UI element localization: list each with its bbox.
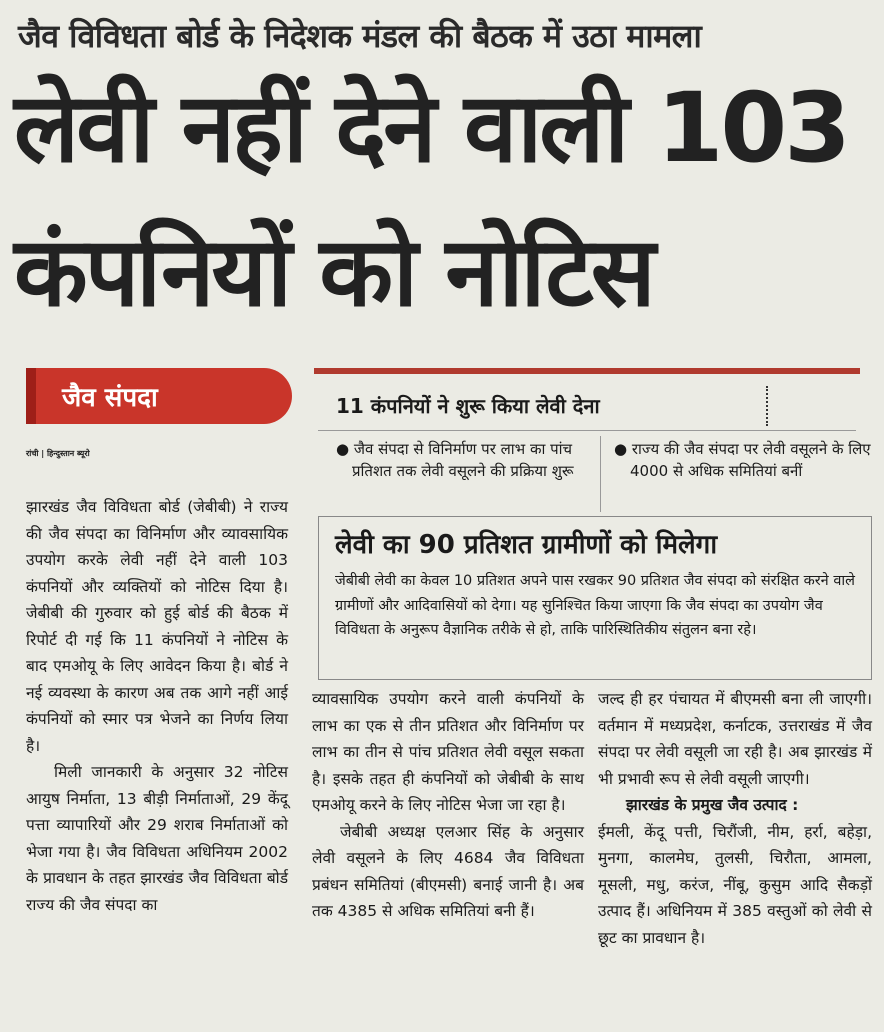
column-1-paragraph-1: झारखंड जैव विविधता बोर्ड (जेबीबी) ने राज्य की जैव संपदा का विनिर्माण और व्यावसायिक उपयोग करके लेवी नहीं देने वाली 103 कंपनियों और व्यक्तियों को नोटिस दिया है। जेबीबी की गुरुवार को हुई बोर्ड की बैठक में रिपोर्ट दी गई कि 11 कंपनियों ने नोटिस के बाद एमओयू के लिए आवेदन किया है। बोर्ड ने नई व्यवस्था के कारण अब तक आगे नहीं आई कंपनियों को स्मार पत्र भेजने का निर्णय लिया है। xyxy=(26,498,288,755)
headline-line-2: कंपनियों को नोटिस xyxy=(14,216,653,328)
column-2-paragraph-1: व्यावसायिक उपयोग करने वाली कंपनियों के लाभ का एक से तीन प्रतिशत और विनिर्माण पर लाभ का तीन से पांच प्रतिशत लेवी वसूल सकता है। इसके तहत ही कंपनियों को जेबीबी के साथ एमओयू करने के लिए नोटिस भेजा जा रहा है। xyxy=(312,690,584,814)
column-2-paragraph-2: जेबीबी अध्यक्ष एलआर सिंह के अनुसार लेवी वसूलने के लिए 4684 जैव विविधता प्रबंधन समितियां (बीएमसी) बनाई जानी है। अब तक 4385 से अधिक समितियां बनी हैं। xyxy=(312,822,584,920)
column-1 xyxy=(26,494,288,918)
column-3-paragraph-2: ईमली, केंदू पत्ती, चिरौंजी, नीम, हर्रा, बहेड़ा, मुनगा, कालमेघ, तुलसी, चिरौता, आमला, मूसली, मधु, करंज, नींबू, कुसुम आदि सैकड़ों उत्पाद हैं। अधिनियम में 385 वस्तुओं को लेवी से छूट का प्रावधान है। xyxy=(598,822,872,947)
highlight-box-rule xyxy=(318,430,856,431)
column-3-subhead: झारखंड के प्रमुख जैव उत्पाद : xyxy=(626,796,799,814)
headline-line-1: लेवी नहीं देने वाली 103 xyxy=(14,72,848,184)
highlight-bullet-1: ● जैव संपदा से विनिर्माण पर लाभ का पांच प्रतिशत तक लेवी वसूलने की प्रक्रिया शुरू xyxy=(336,440,574,480)
column-3 xyxy=(598,686,872,951)
column-2 xyxy=(312,686,584,925)
column-1-paragraph-2: मिली जानकारी के अनुसार 32 नोटिस आयुष निर्माता, 13 बीड़ी निर्माताओं, 29 केंदू पत्ता व्यापारियों और 29 शराब निर्माताओं को भेजा गया है। जैव विविधता अधिनियम 2002 के प्रावधान के तहत झारखंड जैव विविधता बोर्ड राज्य की जैव संपदा का xyxy=(26,763,288,914)
highlight-box-vertical-divider xyxy=(600,436,601,512)
dateline: रांची | हिन्दुस्तान ब्यूरो xyxy=(26,449,90,458)
kicker-line: जैव विविधता बोर्ड के निदेशक मंडल की बैठक में उठा मामला xyxy=(18,17,702,55)
highlight-box-title: 11 कंपनियों ने शुरू किया लेवी देना xyxy=(336,394,600,418)
section-tag-label: जैव संपदा xyxy=(62,383,158,413)
section-tag xyxy=(26,368,292,424)
highlight-bullet-2: ● राज्य की जैव संपदा पर लेवी वसूलने के लिए 4000 से अधिक समितियां बनीं xyxy=(614,440,871,480)
info-box xyxy=(318,516,872,680)
dotted-divider xyxy=(766,386,768,426)
highlight-box xyxy=(314,368,871,520)
info-box-title: लेवी का 90 प्रतिशत ग्रामीणों को मिलेगा xyxy=(335,530,718,560)
section-tag-bar xyxy=(26,368,36,424)
column-3-paragraph-1: जल्द ही हर पंचायत में बीएमसी बना ली जाएगी। वर्तमान में मध्यप्रदेश, कर्नाटक, उत्तराखंड में जैव संपदा पर लेवी वसूली जा रही है। अब झारखंड में भी प्रभावी रूप से लेवी वसूली जाएगी। xyxy=(598,690,872,788)
info-box-body: जेबीबी लेवी का केवल 10 प्रतिशत अपने पास रखकर 90 प्रतिशत जैव संपदा को संरक्षित करने वाले ग्रामीणों और आदिवासियों को देगा। यह सुनिश्चित किया जाएगा कि जैव संपदा का उपयोग जैव विविधता के अनुरूप वैज्ञानिक तरीके से हो, ताकि पारिस्थितिकीय संतुलन बना रहे। xyxy=(335,573,855,638)
